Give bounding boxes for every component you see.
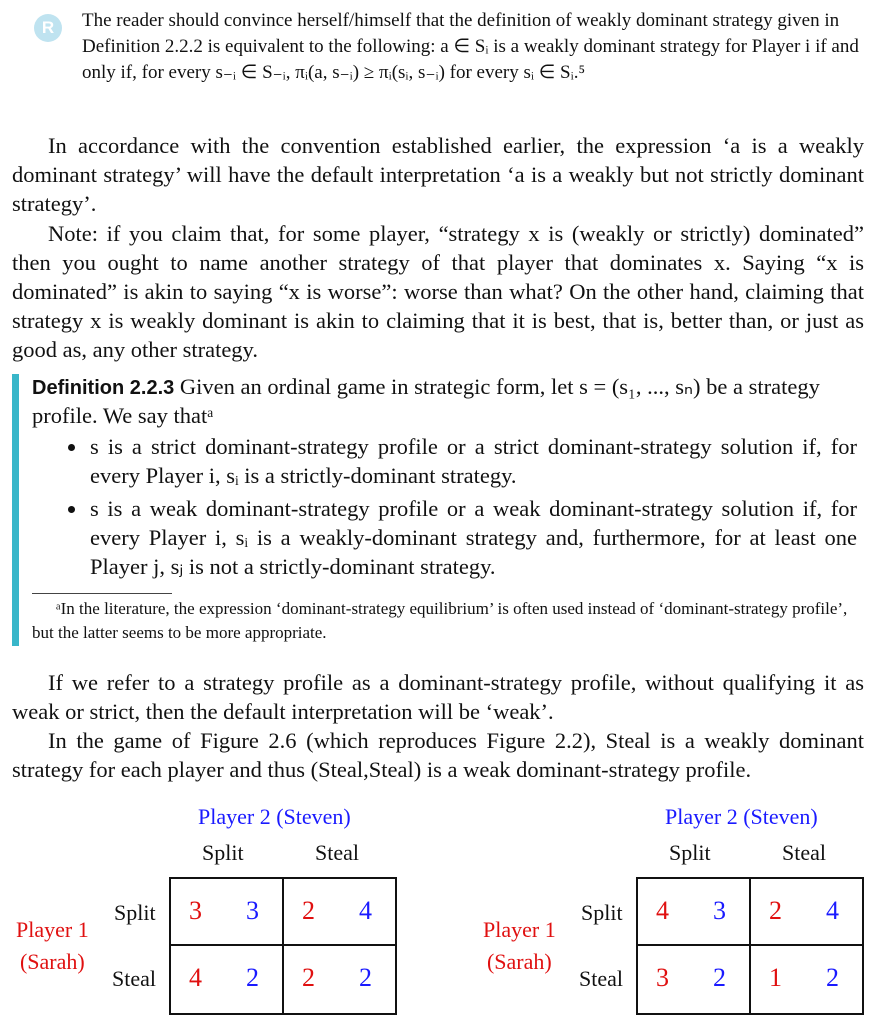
paragraph-note: Note: if you claim that, for some player, “strategy x is (weakly or strictly) dominated” then you ought to name another strategy of that player that dominates x. Saying “x is dominated” is akin to saying “x is worse”: worse than what? On the other hand, claiming that strategy x is weakly dominant is akin to claiming that it is best, that is, better than, or just as good as, any other strategy.: [12, 221, 864, 362]
payoff-p2: 2: [246, 963, 259, 992]
paragraph-default-weak: If we refer to a strategy profile as a dominant-strategy profile, without qualifying it as weak or strict, then the default interpretation will be ‘weak’.: [12, 670, 864, 724]
remark-box: [30, 8, 870, 86]
player1-label: [483, 914, 556, 978]
remark-icon: R: [34, 14, 62, 42]
player1-label: [16, 914, 89, 978]
grid-divider-horizontal: [638, 944, 862, 946]
definition-bar: [12, 374, 19, 646]
definition-footnote: ᵃIn the literature, the expression ‘dominant-strategy equilibrium’ is often used instead of ‘dominant-strategy profile’, but the latter seems to be more appropriate.: [32, 599, 848, 642]
payoff-p2: 4: [826, 896, 839, 925]
payoff-p1: 2: [302, 896, 315, 925]
player1-sub: (Sarah): [19, 949, 85, 974]
game-table-left: [8, 800, 418, 1020]
payoff-p1: 2: [769, 896, 782, 925]
row-steal-label: Steal: [112, 966, 156, 991]
payoff-p1: 1: [769, 963, 782, 992]
definition-block: [32, 372, 857, 585]
definition-title: Definition 2.2.3: [32, 377, 175, 399]
definition-bullet-weak: • s is a weak dominant-strategy profile or a weak dominant-strategy solution if, for every Player i, sᵢ is a weakly-dominant strategy and, furthermore, for at least one Player j, sⱼ is not a strictly-dominant strategy.: [88, 494, 857, 581]
definition-list: [32, 432, 857, 581]
payoff-p1: 4: [189, 963, 202, 992]
row-steal-label: Steal: [579, 966, 623, 991]
paragraph-convention: In accordance with the convention established earlier, the expression ‘a is a weakly dominant strategy’ will have the default interpretation ‘a is a weakly but not strictly dominant strategy’.: [12, 133, 864, 216]
player1-sub: (Sarah): [486, 949, 552, 974]
column-split-label: Split: [669, 840, 711, 865]
grid-divider-horizontal: [171, 944, 395, 946]
payoff-p1: 4: [656, 896, 669, 925]
payoff-p2: 4: [359, 896, 372, 925]
grid-divider-vertical: [749, 879, 751, 1013]
payoff-p2: 2: [826, 963, 839, 992]
player2-label: Player 2 (Steven): [665, 804, 818, 829]
definition-intro: Given an ordinal game in strategic form, let s = (s₁, ..., sₙ) be a strategy profile. We say thatᵃ: [32, 374, 820, 428]
player1-name: Player 1: [16, 917, 89, 942]
definition-bullet-strict: • s is a strict dominant-strategy profile or a strict dominant-strategy solution if, for every Player i, sᵢ is a strictly-dominant strategy.: [88, 432, 857, 490]
column-split-label: Split: [202, 840, 244, 865]
grid-divider-vertical: [282, 879, 284, 1013]
row-split-label: Split: [581, 900, 623, 925]
payoff-p1: 3: [189, 896, 202, 925]
player1-name: Player 1: [483, 917, 556, 942]
column-steal-label: Steal: [315, 840, 359, 865]
column-steal-label: Steal: [782, 840, 826, 865]
payoff-p1: 3: [656, 963, 669, 992]
remark-text: The reader should convince herself/himself that the definition of weakly dominant strategy given in Definition 2.2.2 is equivalent to the following: a ∈ Sᵢ is a weakly dominant strategy for Player i if and only if, for every s₋ᵢ ∈ S₋ᵢ, πᵢ(a, s₋ᵢ) ≥ πᵢ(sᵢ, s₋ᵢ) for every sᵢ ∈ Sᵢ.⁵: [82, 10, 859, 83]
player2-label: Player 2 (Steven): [198, 804, 351, 829]
payoff-grid: [169, 877, 397, 1015]
footnote-rule: [32, 593, 172, 594]
game-table-right: [475, 800, 880, 1020]
payoff-p2: 3: [713, 896, 726, 925]
paragraph-figure-2-6: In the game of Figure 2.6 (which reproduces Figure 2.2), Steal is a weakly dominant strategy for each player and thus (Steal,Steal) is a weak dominant-strategy profile.: [12, 728, 864, 782]
row-split-label: Split: [114, 900, 156, 925]
payoff-grid: [636, 877, 864, 1015]
payoff-p2: 2: [713, 963, 726, 992]
payoff-p1: 2: [302, 963, 315, 992]
payoff-p2: 2: [359, 963, 372, 992]
payoff-p2: 3: [246, 896, 259, 925]
